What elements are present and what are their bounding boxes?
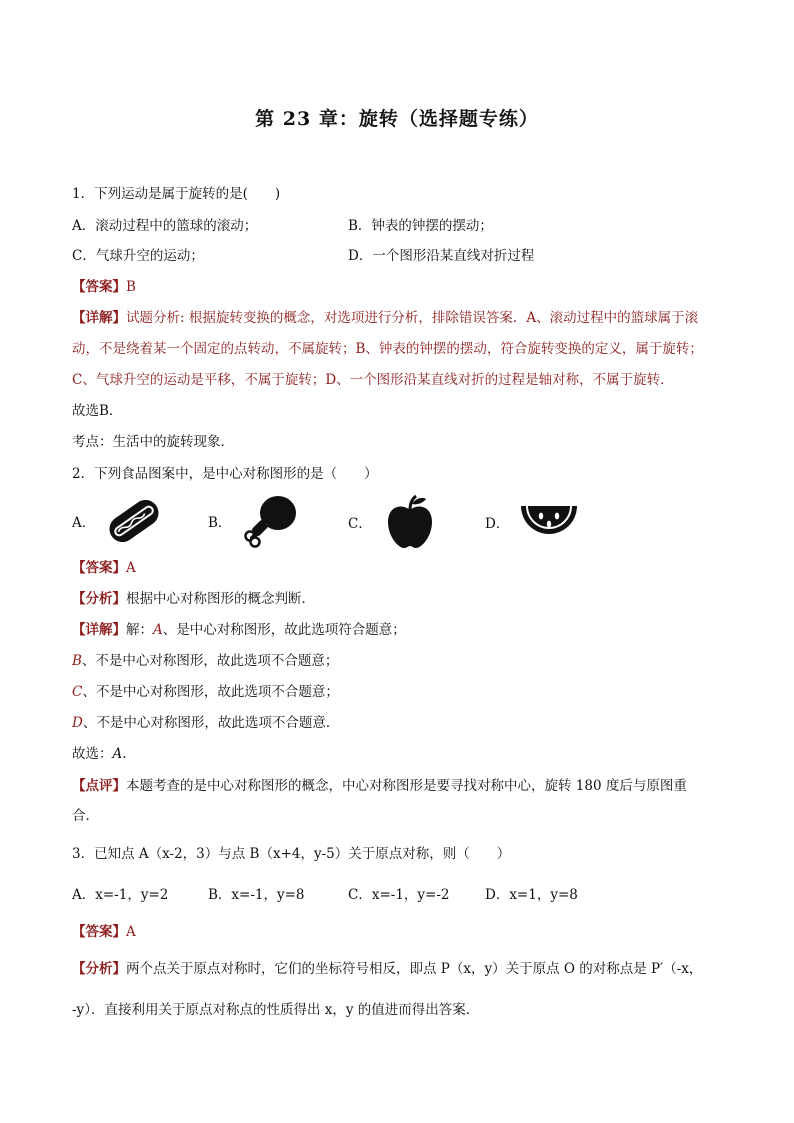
q3-stem: 3．已知点 A（x-2，3）与点 B（x+4，y-5）关于原点对称，则（ ） [72, 846, 511, 862]
q2-comment-line-2: 合． [72, 808, 99, 824]
answer-tag: 【答案】 [72, 279, 126, 295]
detail-tag: 【详解】 [72, 310, 126, 326]
q2-stem: 2．下列食品图案中，是中心对称图形的是（ ） [72, 466, 378, 482]
q1-option-c: C．气球升空的运动； [72, 248, 204, 264]
analysis-tag: 【分析】 [72, 591, 126, 607]
q3-analysis-line-1 [72, 959, 702, 979]
q3-option-c: C．x=-1，y=-2 [348, 887, 450, 903]
option-letter: A [153, 622, 163, 638]
detail-text: 、不是中心对称图形，故此选项不合题意； [81, 653, 339, 669]
q3-option-a: A．x=-1，y=2 [72, 887, 169, 903]
q2-conclusion [72, 744, 127, 764]
q1-option-a: A．滚动过程中的篮球的滚动； [72, 218, 258, 234]
option-label: D． [485, 516, 510, 532]
q1-detail-line-3: C、气球升空的运动是平移，不属于旋转；D、一个图形沿某直线对折的过程是轴对称，不属于旋转． [72, 372, 674, 388]
apple-icon [382, 494, 438, 550]
q2-detail-line-4 [72, 713, 339, 733]
q1-detail-line-2: 动，不是绕着某一个固定的点转动，不属旋转；B、钟表的钟摆的摆动，符合旋转变换的定义，属于旋转； [72, 341, 703, 357]
q2-option-c [348, 494, 438, 550]
detail-text: 、不是中心对称图形，故此选项不合题意． [82, 715, 340, 731]
analysis-tag: 【分析】 [72, 961, 126, 977]
option-label: C． [348, 516, 372, 532]
q2-answer [72, 558, 136, 578]
analysis-text: 根据中心对称图形的概念判断． [126, 591, 315, 607]
detail-text: 解： [126, 622, 153, 638]
page-title: 第 23 章：旋转（选择题专练） [255, 108, 539, 130]
q1-option-d: D．一个图形沿某直线对折过程 [348, 248, 535, 264]
q1-option-b: B．钟表的钟摆的摆动； [348, 218, 493, 234]
conclusion-text: 故选： [72, 746, 113, 762]
answer-value: A [126, 924, 136, 940]
q2-option-d [485, 494, 579, 550]
analysis-text: 两个点关于原点对称时，它们的坐标符号相反，即点 P（x，y）关于原点 O 的对称点是 P′（-x， [126, 961, 703, 977]
answer-value: A [126, 560, 136, 576]
q3-analysis-line-2: -y）．直接利用关于原点对称点的性质得出 x，y 的值进而得出答案． [72, 1002, 480, 1018]
q2-analysis [72, 589, 315, 609]
answer-tag: 【答案】 [72, 924, 126, 940]
hotdog-icon [105, 497, 163, 545]
q2-detail-line-2 [72, 651, 338, 671]
q2-option-b [208, 494, 299, 548]
option-letter: D [72, 715, 83, 731]
detail-text: 试题分析: 根据旋转变换的概念，对选项进行分析，排除错误答案．A、滚动过程中的篮球属于滚 [126, 310, 699, 326]
answer-value: B [126, 279, 136, 295]
detail-text: 、不是中心对称图形，故此选项不合题意； [82, 684, 339, 700]
detail-text: 、是中心对称图形，故此选项符合题意； [162, 622, 406, 638]
option-letter: A [112, 746, 123, 762]
q1-stem: 1．下列运动是属于旋转的是( ) [72, 186, 281, 202]
comment-text: 本题考查的是中心对称图形的概念，中心对称图形是要寻找对称中心，旋转 180 度后与原图重 [126, 778, 687, 794]
q2-detail-line-1 [72, 620, 406, 640]
q3-answer [72, 922, 136, 942]
option-label: B． [208, 515, 232, 531]
comment-tag: 【点评】 [72, 778, 126, 794]
q2-detail-line-3 [72, 682, 339, 702]
watermelon-icon [519, 494, 579, 550]
option-label: A． [72, 515, 96, 531]
q1-detail-line-1 [72, 308, 698, 328]
answer-tag: 【答案】 [72, 560, 126, 576]
q3-option-b: B．x=-1，y=8 [208, 887, 305, 903]
option-letter: B [72, 653, 82, 669]
q1-answer [72, 277, 136, 297]
drumstick-icon [241, 494, 299, 548]
q2-comment-line-1 [72, 776, 687, 796]
q2-option-a [72, 497, 163, 545]
q1-kaodian: 考点：生活中的旋转现象． [72, 434, 234, 450]
detail-tag: 【详解】 [72, 622, 126, 638]
q1-conclusion: 故选B． [72, 403, 123, 419]
q3-option-d: D．x=1，y=8 [485, 887, 578, 903]
option-letter: C [72, 684, 83, 700]
conclusion-text: . [122, 746, 127, 762]
